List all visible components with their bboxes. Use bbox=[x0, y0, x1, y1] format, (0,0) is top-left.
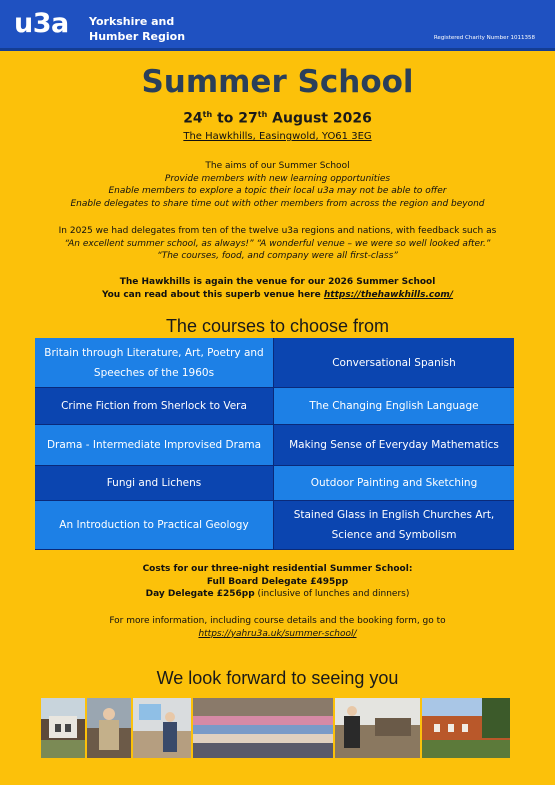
venue-info-line-2 bbox=[0, 289, 555, 302]
costs-line-1: Costs for our three-night residential Summer School: bbox=[142, 564, 413, 574]
costs-line-2: Full Board Delegate £495pp bbox=[206, 576, 349, 587]
booking-link[interactable]: https://yahru3a.uk/summer-school/ bbox=[198, 628, 357, 639]
day-delegate-note: (inclusive of lunches and dinners) bbox=[254, 589, 410, 599]
course-cell: The Changing English Language bbox=[274, 388, 514, 425]
costs-line-3 bbox=[0, 588, 555, 601]
aims-line-2: Enable members to explore a topic their local u3a may not be able to offer bbox=[108, 186, 447, 196]
event-dates bbox=[0, 110, 555, 127]
photo-speaker bbox=[87, 698, 131, 758]
course-cell: Stained Glass in English Churches Art, Science and Symbolism bbox=[274, 501, 514, 550]
photo-venue-exterior bbox=[422, 698, 510, 758]
header-banner bbox=[0, 0, 555, 51]
end-suffix: th bbox=[257, 110, 268, 119]
feedback-section bbox=[0, 225, 555, 263]
page-title: Summer School bbox=[141, 64, 414, 100]
more-info-line: For more information, including course details and the booking form, go to bbox=[109, 616, 446, 626]
courses-table bbox=[35, 338, 514, 550]
course-cell: Fungi and Lichens bbox=[35, 466, 274, 501]
venue-info-line-1: The Hawkhills is again the venue for our 2026 Summer School bbox=[119, 277, 436, 287]
feedback-intro: In 2025 we had delegates from ten of the twelve u3a regions and nations, with feedback such as bbox=[58, 226, 497, 236]
aims-section bbox=[0, 160, 555, 210]
aims-line-1: Provide members with new learning opportunities bbox=[164, 173, 391, 184]
u3a-logo: u3a bbox=[14, 8, 69, 39]
feedback-quote-1: “An excellent summer school, as always!” “A wonderful venue – we were so well looked after.” bbox=[64, 238, 491, 249]
costs-section bbox=[0, 563, 555, 601]
course-cell: Conversational Spanish bbox=[274, 338, 514, 388]
start-day: 24 bbox=[183, 110, 203, 127]
aims-line-3: Enable delegates to share time out with other members from across the region and beyond bbox=[70, 198, 485, 209]
venue-info-section bbox=[0, 276, 555, 301]
photo-strip bbox=[41, 698, 510, 758]
end-day: 27 bbox=[238, 110, 258, 127]
photo-classroom bbox=[133, 698, 191, 758]
course-cell: Drama - Intermediate Improvised Drama bbox=[35, 425, 274, 466]
venue-info-prefix: You can read about this superb venue here bbox=[101, 289, 324, 300]
course-cell: Britain through Literature, Art, Poetry and Speeches of the 1960s bbox=[35, 338, 274, 388]
date-to: to bbox=[212, 110, 239, 127]
course-cell: Crime Fiction from Sherlock to Vera bbox=[35, 388, 274, 425]
region-name bbox=[89, 14, 185, 44]
month-year: August 2026 bbox=[267, 110, 372, 127]
course-cell: Making Sense of Everyday Mathematics bbox=[274, 425, 514, 466]
venue-link[interactable]: https://thehawkhills.com/ bbox=[323, 289, 454, 300]
venue-address: The Hawkhills, Easingwold, YO61 3EG bbox=[183, 131, 372, 142]
course-cell: Outdoor Painting and Sketching bbox=[274, 466, 514, 501]
photo-building bbox=[41, 698, 85, 758]
photo-workshop bbox=[335, 698, 420, 758]
course-cell: An Introduction to Practical Geology bbox=[35, 501, 274, 550]
charity-number: Registered Charity Number 1011358 bbox=[433, 35, 535, 41]
day-delegate-price: Day Delegate £256pp bbox=[145, 589, 255, 599]
aims-heading: The aims of our Summer School bbox=[205, 161, 350, 171]
region-line-1: Yorkshire and bbox=[89, 15, 175, 28]
closing-message: We look forward to seeing you bbox=[156, 668, 399, 688]
feedback-quote-2: “The courses, food, and company were all first-class” bbox=[157, 251, 398, 261]
region-line-2: Humber Region bbox=[89, 30, 186, 43]
photo-group bbox=[193, 698, 333, 758]
start-suffix: th bbox=[202, 110, 213, 119]
courses-heading: The courses to choose from bbox=[165, 316, 390, 336]
more-info-section bbox=[0, 615, 555, 640]
